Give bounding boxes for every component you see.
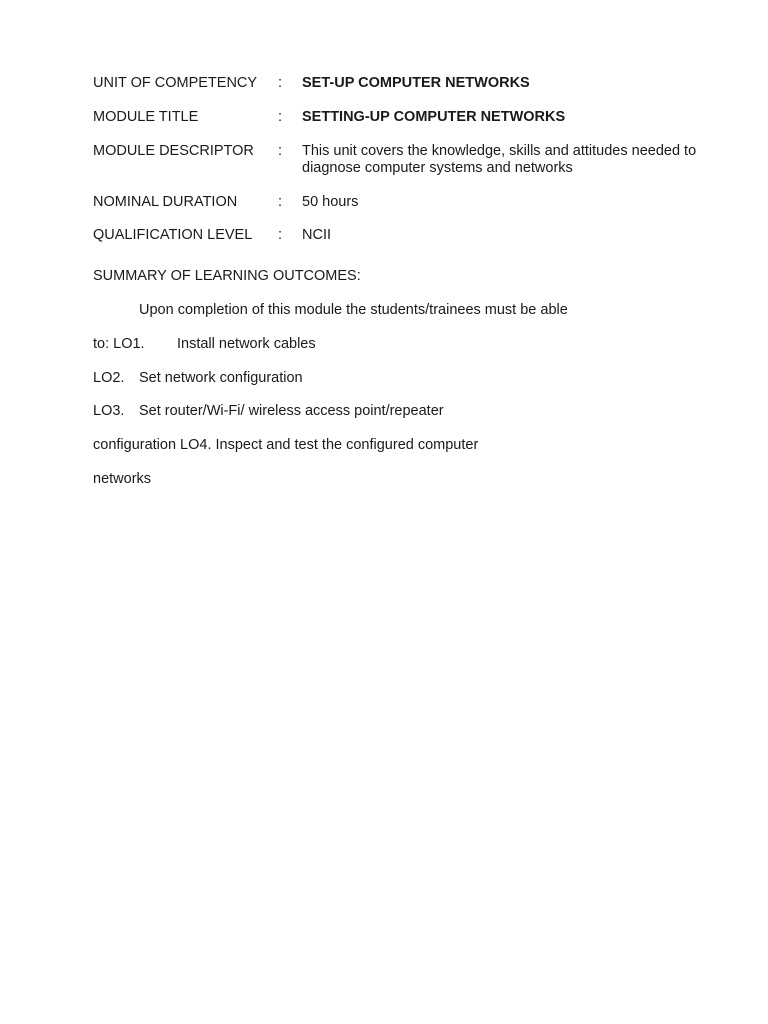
field-value: 50 hours — [302, 194, 359, 210]
field-value: SETTING-UP COMPUTER NETWORKS — [302, 109, 566, 125]
field-colon: : — [278, 143, 283, 159]
learning-outcome-line-2 — [93, 370, 303, 387]
field-value: NCII — [302, 227, 331, 243]
field-value: This unit covers the knowledge, skills and attitudes needed to diagnose computer systems and networks — [302, 143, 697, 176]
field-label: QUALIFICATION LEVEL — [93, 227, 253, 243]
field-colon: : — [278, 75, 283, 91]
learning-outcome-line-3 — [93, 403, 444, 420]
outcome-prefix: LO3. — [93, 403, 125, 419]
learning-outcome-line-4: configuration LO4. Inspect and test the configured computer — [93, 437, 479, 453]
outcome-text: Set router/Wi-Fi/ wireless access point/repeater — [139, 403, 444, 419]
field-label: MODULE TITLE — [93, 109, 199, 125]
field-label: NOMINAL DURATION — [93, 194, 238, 210]
field-colon: : — [278, 194, 283, 210]
field-colon: : — [278, 227, 283, 243]
learning-outcome-line-1 — [93, 336, 316, 353]
summary-heading: SUMMARY OF LEARNING OUTCOMES: — [93, 268, 361, 284]
field-colon: : — [278, 109, 283, 125]
outcome-text: Install network cables — [177, 336, 316, 352]
summary-intro: Upon completion of this module the students/trainees must be able — [139, 302, 568, 318]
field-value: SET-UP COMPUTER NETWORKS — [302, 75, 530, 91]
field-label: UNIT OF COMPETENCY — [93, 75, 258, 91]
learning-outcome-line-5: networks — [93, 471, 152, 487]
outcome-text: Set network configuration — [139, 370, 303, 386]
outcome-prefix: to: LO1. — [93, 336, 145, 352]
outcome-prefix: LO2. — [93, 370, 125, 386]
field-label: MODULE DESCRIPTOR — [93, 143, 254, 159]
